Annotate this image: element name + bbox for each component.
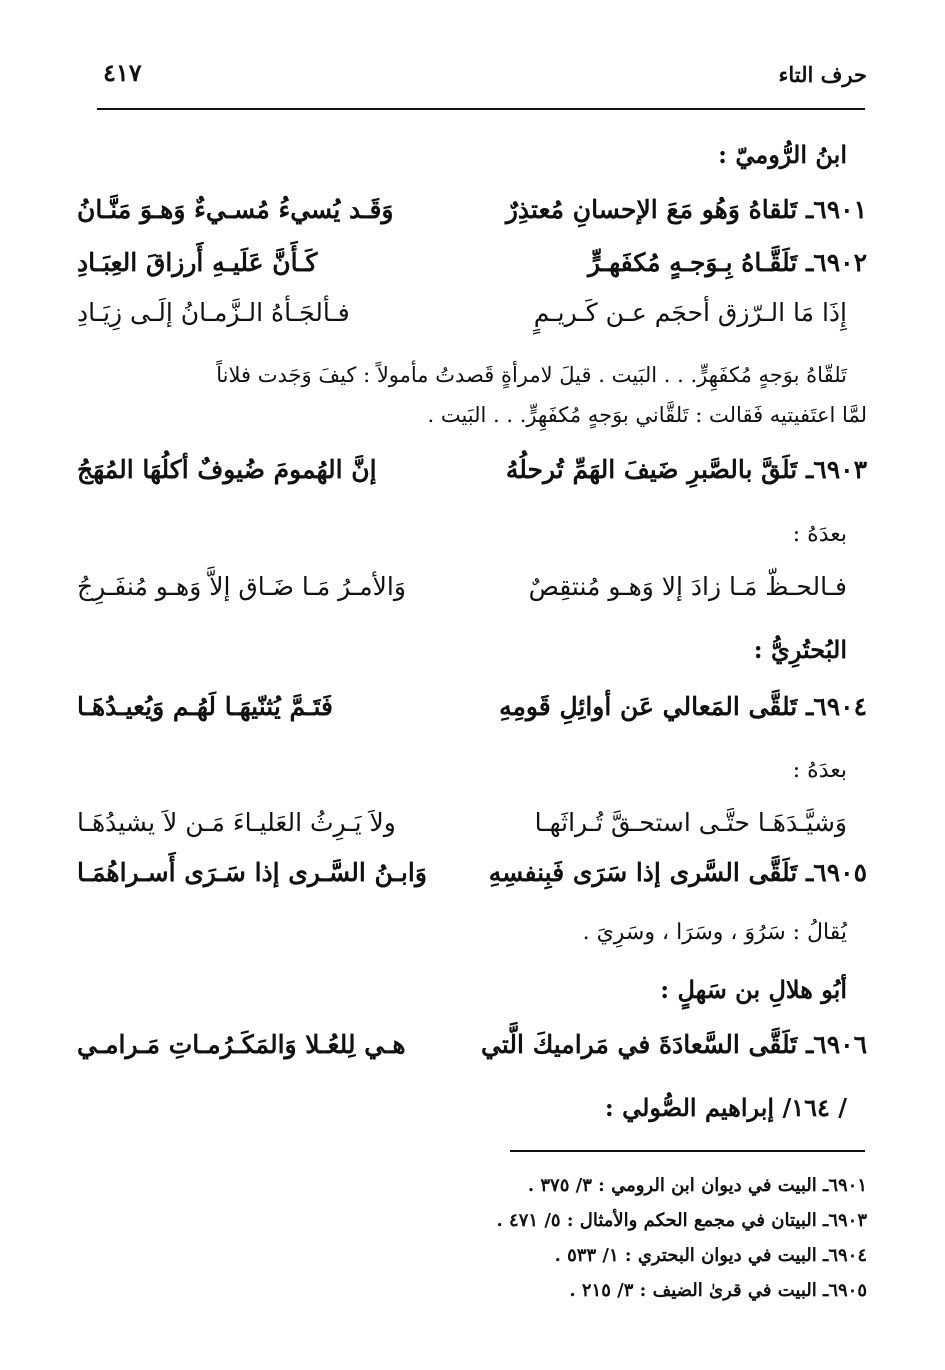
verse-hemistich-second: وَقَـد يُسيءُ مُسـيءٌ وَهـوَ مَنَّـانُ <box>77 195 394 224</box>
commentary-line: لمَّا اعتَفيتيه فَقالت : تَلقَّاني بوَجهٍ مُكفَهِرٍّ. . . البَيت . <box>427 403 867 427</box>
verse-hemistich-first <box>489 858 867 887</box>
verse-hemistich-second: إنَّ الهُمومَ ضُيوفٌ أكلُهَا المُهَجُ <box>77 455 377 484</box>
verse-hemistich-second: فَتَـمَّ يُثنّيهَـا لَهُـم وَيُعيـدُهَـا <box>77 692 333 721</box>
footnote: ٦٩٠٥ـ البيت في قرىٰ الضيف : ٣/ ٢١٥ . <box>569 1280 867 1301</box>
verse-hemistich-first <box>588 248 867 277</box>
verse-hemistich-first <box>506 195 867 224</box>
header-rule <box>97 108 865 110</box>
footnote: ٦٩٠٤ـ البيت في ديوان البحتري : ١/ ٥٣٣ . <box>554 1245 867 1266</box>
verse-hemistich-first: وَشيَّـدَهَـا حتَّـى استحـقَّ تُـراثَهـا <box>534 808 847 837</box>
verse-hemistich-first: فـالحـظّ مَـا زادَ إلا وَهـو مُنتقِصٌ <box>528 572 847 601</box>
verse-6903 <box>77 455 867 495</box>
footnote: ٦٩٠٣ـ البيتان في مجمع الحكم والأمثال : ٥/ ٤٧١ . <box>496 1210 867 1231</box>
page-number: ٤١٧ <box>103 58 142 87</box>
verse-6902-continuation <box>77 298 867 338</box>
hemistich-text: تَلَقَّـاهُ بِـوَجـهٍ مُكفَهـرٍّ <box>588 248 798 277</box>
attribution-buhturi: البُحتُرِيُّ : <box>753 635 847 664</box>
attribution-ibn-rumi: ابنُ الرُّوميّ : <box>718 140 847 169</box>
verse-number: ٦٩٠٤ـ <box>805 692 867 721</box>
hemistich-text: تَلَقَّى السَّعادَةَ في مَراميكَ الَّتي <box>481 1030 798 1059</box>
verse-number: ٦٩٠١ـ <box>805 195 867 224</box>
verse-hemistich-second: فـألجَـأهُ الـزَّمـانُ إلَـى زِيَـادِ <box>77 298 350 327</box>
verse-6902 <box>77 248 867 288</box>
commentary-line: تَلقّاهُ بوَجهٍ مُكفَهِرٍّ. . . البَيت . قيلَ لامرأةٍ قَصدتُ مأمولاً : كيفَ وَجَدت فلاناً <box>216 363 847 387</box>
label-after: بعدَهُ : <box>792 522 847 547</box>
hemistich-text: تَلقَّى المَعالي عَن أوائِلِ قَومِهِ <box>499 692 798 721</box>
verse-6903-continuation <box>77 572 867 612</box>
hemistich-text: تَلَقَّى السَّرى إذا سَرَى فَبِنفسِهِ <box>488 858 798 887</box>
verse-number: ٦٩٠٢ـ <box>805 248 867 277</box>
verse-hemistich-first <box>499 692 867 721</box>
running-header-title: حرف التاء <box>778 62 867 87</box>
verse-hemistich-first <box>481 1030 867 1059</box>
verse-6901 <box>77 195 867 235</box>
verse-6906 <box>77 1030 867 1070</box>
verse-number: ٦٩٠٣ـ <box>805 455 867 484</box>
hemistich-text: تَلَقَّ بالصَّبرِ ضَيفَ الهَمِّ تُرحلُهُ <box>505 455 798 484</box>
verse-6904-continuation <box>77 808 867 848</box>
lexical-note: يُقالُ : سَرُوَ ، وسَرَا ، وسَرِيَ . <box>582 920 847 945</box>
verse-hemistich-first <box>506 455 867 484</box>
verse-hemistich-second: ولاَ يَـرِثُ العَليـاءَ مَـن لاَ يشيدُهَـا <box>77 808 396 837</box>
commentary-paragraph <box>97 355 867 435</box>
verse-hemistich-second: وَابـنُ السَّـرى إذا سَـرَى أَسـراهُمَـا <box>77 858 427 887</box>
verse-number: ٦٩٠٦ـ <box>805 1030 867 1059</box>
verse-hemistich-second: هـي لِلعُـلا وَالمَكَـرُمـاتِ مَـرامـي <box>77 1030 406 1059</box>
footnote: ٦٩٠١ـ البيت في ديوان ابن الرومي : ٣/ ٣٧٥ . <box>527 1175 867 1196</box>
verse-hemistich-second: وَالأمـرُ مَـا ضَـاق إلاَّ وَهـو مُنفَـرِجُ <box>77 572 406 601</box>
verse-hemistich-first: إِذَا مَا الـرّزق أحجَم عـن كَـريـمٍ <box>533 298 847 327</box>
footnote-rule <box>510 1150 865 1152</box>
verse-6905 <box>77 858 867 898</box>
label-after: بعدَهُ : <box>792 758 847 783</box>
hemistich-text: تَلقاهُ وَهُو مَعَ الإحسانِ مُعتذِرٌ <box>505 195 798 224</box>
attribution-abu-hilal: أبُو هلالِ بن سَهلٍ : <box>660 975 847 1004</box>
verse-6904 <box>77 692 867 732</box>
verse-number: ٦٩٠٥ـ <box>805 858 867 887</box>
attribution-sawli: / ١٦٤/ إبراهيم الصُّولي : <box>604 1093 847 1122</box>
verse-hemistich-second: كَـأَنَّ عَلَيـهِ أَرزاقَ العِبَـادِ <box>77 248 318 277</box>
